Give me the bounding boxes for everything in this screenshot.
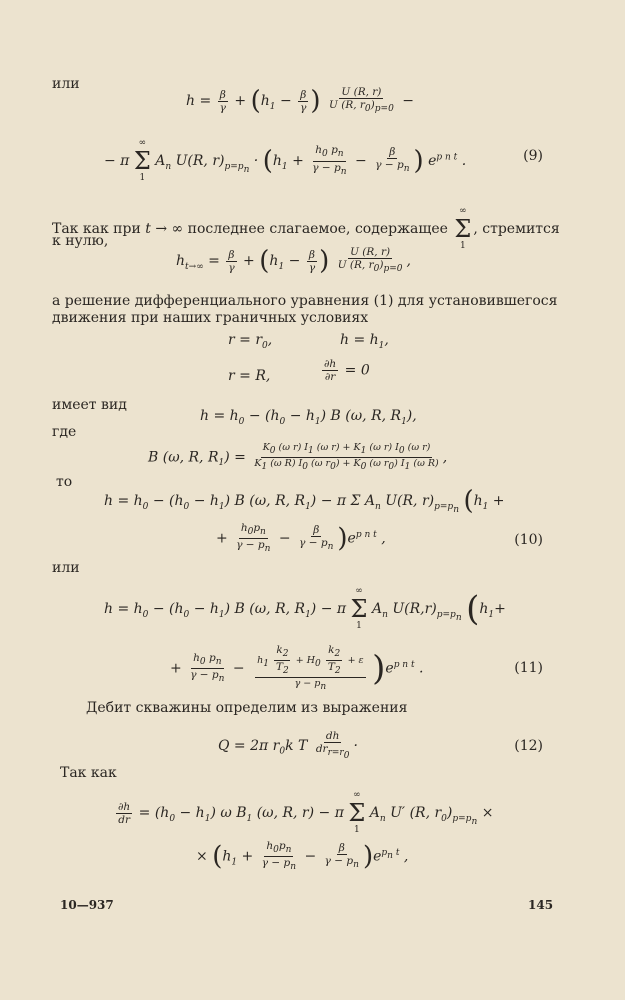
equation-derivative-line-2: × ($h_1$ + $\frac{h_0p_n}{\gamma - p_n}$ − $\frac{\beta}{\gamma - p_n}$ )$e^{p_n t}$ , <box>196 840 409 873</box>
equation-number-11: (11) <box>514 660 543 676</box>
boundary-condition-2a: r = R, <box>228 368 271 384</box>
text-imeet-vid: имеет вид <box>52 397 127 413</box>
boundary-condition-2b: $\frac{\partial h}{\partial r}$ = 0 <box>324 358 370 383</box>
boundary-condition-1b: $h = h_1$, <box>340 332 389 351</box>
equation-9-line-2: − π ∞ Σ 1 $A_n$ U(R, $r)_{p=p_n} \cdot (h_1$ + $\frac{h_0 p_n}{\gamma - p_n}$ − $\frac{\beta}{\gamma - p_n}$ ) $e^{p n t}$ . <box>104 138 467 183</box>
equation-number-12: (12) <box>514 738 543 754</box>
paragraph-line-1: Так как при t → ∞ последнее слагаемое, содержащее ∞ Σ 1 , стремится <box>52 206 560 251</box>
equation-10-line-1: $h = h_0 - (h_0 - h_1)$ B (ω, R, $R_1) - \pi$ Σ $A_n$ U(R, $r)_{p=p_n}$ ($h_1$ + <box>104 486 505 516</box>
text-tak-kak: Так как <box>60 765 117 781</box>
text-to: то <box>56 474 73 490</box>
paragraph-line-3: движения при наших граничных условиях <box>52 310 369 326</box>
equation-number-9: (9) <box>523 148 543 164</box>
para-end: , стремится <box>473 221 560 237</box>
equation-11-line-1: $h = h_0 - (h_0 - h_1)$ B (ω, R, $R_1) - \pi$ ∞ Σ 1 $A_n$ $U(R,r)_{p=p_n}$ ($h_1+$ <box>104 586 506 631</box>
equation-12: Q = 2π $r_0k$ T $\frac{dh}{dr_{r=r_0}}$ · <box>218 730 358 761</box>
text-gde: где <box>52 424 77 440</box>
para-start: Так как при <box>52 221 141 237</box>
text-k-nulyu: к нулю, <box>52 233 109 249</box>
equation-B-definition: B (ω, R, $R_1$) = $\frac{K_0 (\omega r) I_1 (\omega r) + K_1 (\omega r) I_0 (\omega r)}{K_1 (\omega R) I_0 (\omega r_0) + K_0 (\omega r_0) I_1 (\omega R)}$ , <box>148 442 448 472</box>
text-ili-2: или <box>52 560 80 576</box>
text-ili-1: или <box>52 76 80 92</box>
equation-11-line-2: + $\frac{h_0 p_n}{\gamma - p_n}$ − $h_1$ $\frac{k_2}{T_2}$ + $H_0$ $\frac{k_2}{T_2}$ + ε $\gamma - p_n$ )$e^{p n t}$ . <box>170 644 424 693</box>
para-after-limit: последнее слагаемое, содержащее <box>187 221 448 237</box>
equation-derivative-line-1: $\frac{\partial h}{dr}$ = $(h_0 - h_1)$ ω $B_1$ (ω, R, r) − π ∞ Σ 1 $A_n$ U′ (R, $r_0)_{p=p_n}$ × <box>118 790 494 835</box>
paragraph-debit: Дебит скважины определим из выражения <box>86 700 408 716</box>
equation-steady-solution: $h = h_0 - (h_0 - h_1)$ B (ω, R, $R_1$), <box>200 408 417 427</box>
printer-signature: 10—937 <box>60 898 114 912</box>
equation-number-10: (10) <box>514 532 543 548</box>
equation-10-line-2: + $\frac{h_0p_n}{\gamma - p_n}$ − $\frac{\beta}{\gamma - p_n}$ )$e^{p n t}$ , <box>216 522 386 555</box>
equation-9-line-1: h = $\frac{\beta}{\gamma}$ + ($h_1$ − $\frac{\beta}{\gamma}$ ) $\frac{U (R, r)}{U (R, r_0)_{p=0}}$ − <box>186 86 414 116</box>
page-number: 145 <box>528 898 554 912</box>
equation-h-limit: $h_{t\to\infty}$ = $\frac{\beta}{\gamma}$ + ($h_1$ − $\frac{\beta}{\gamma}$ ) $\frac{U (R, r)}{U (R, r_0)_{p=0}}$ , <box>176 246 411 276</box>
boundary-condition-1a: $r = r_0$, <box>228 332 273 351</box>
paragraph-line-2: а решение дифференциального уравнения (1) для установившегося <box>52 293 558 309</box>
